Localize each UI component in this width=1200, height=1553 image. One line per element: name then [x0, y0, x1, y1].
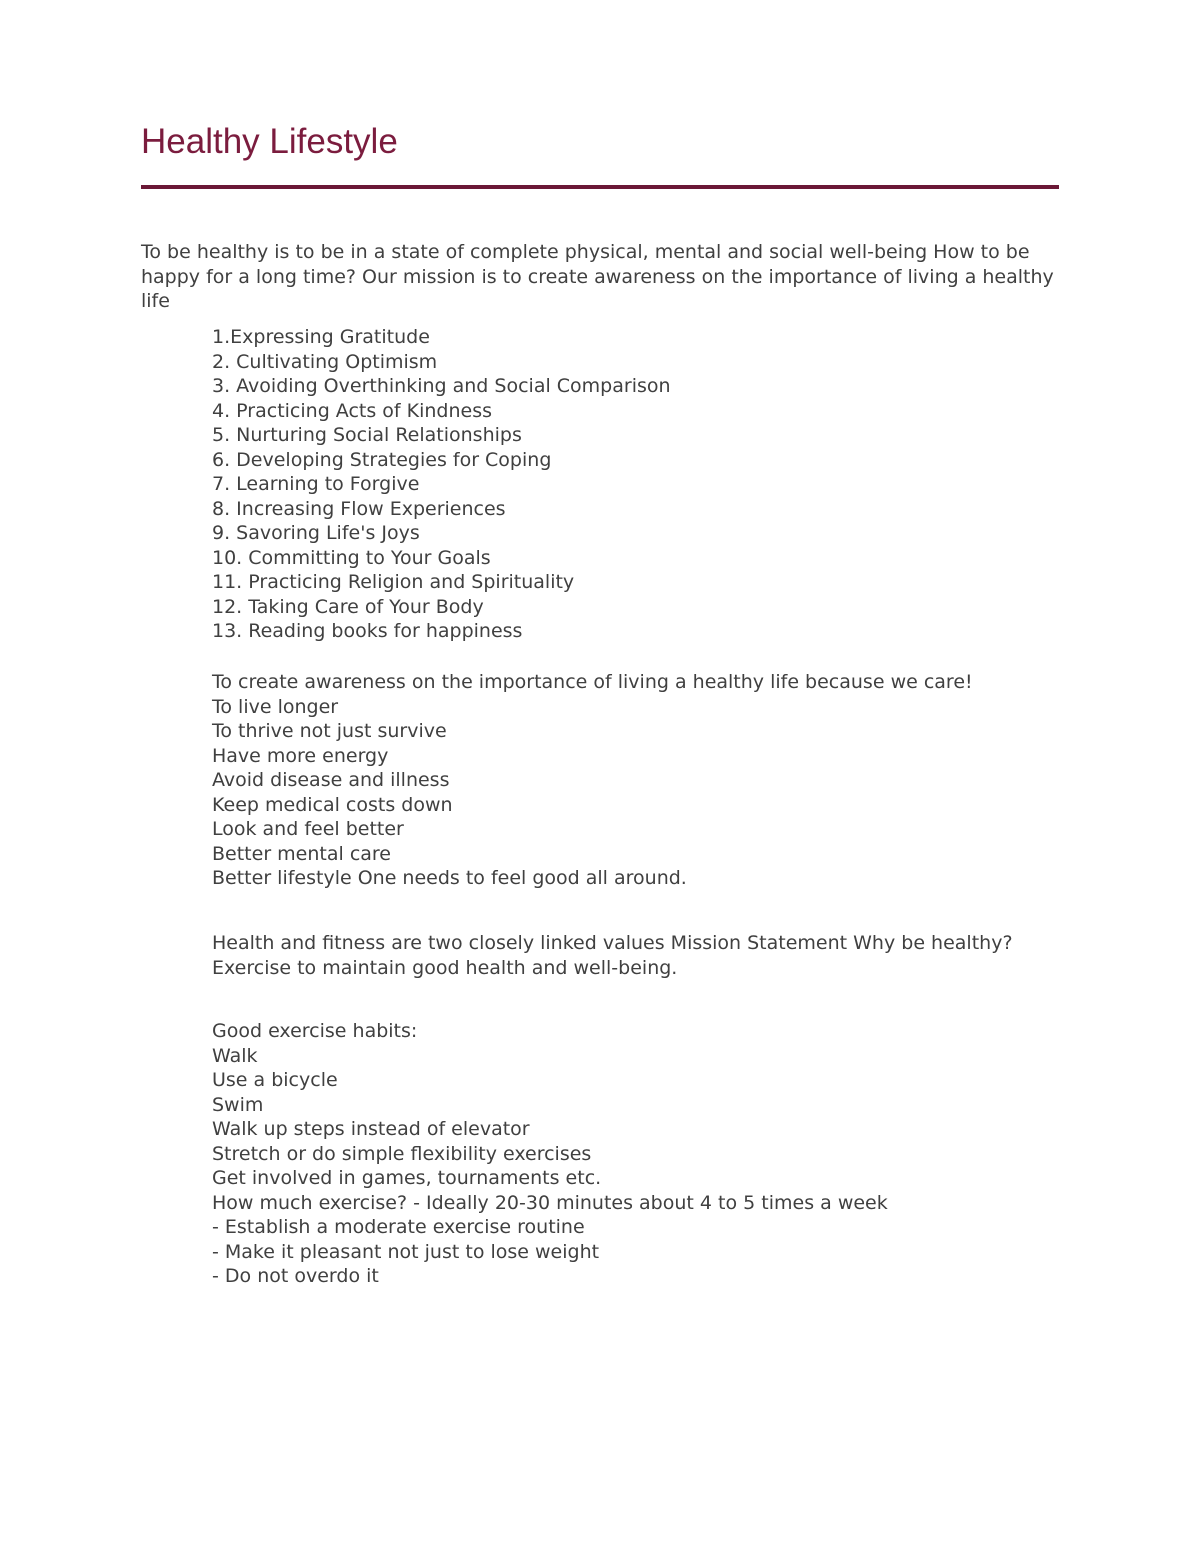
list-item: 3. Avoiding Overthinking and Social Comparison [212, 375, 671, 397]
list-item: 9. Savoring Life's Joys [212, 522, 420, 544]
text-line: Exercise to maintain good health and well-being. [212, 956, 678, 979]
exercise-habits-list [212, 1019, 1059, 1289]
list-item: Walk [212, 1044, 258, 1067]
list-item: Get involved in games, tournaments etc. [212, 1167, 602, 1189]
list-item: 6. Developing Strategies for Coping [212, 448, 552, 471]
reasons-list [212, 670, 1059, 891]
happiness-steps-list [212, 325, 1059, 644]
list-item: - Make it pleasant not just to lose weight [212, 1240, 600, 1263]
list-item: 11. Practicing Religion and Spirituality [212, 571, 575, 593]
list-item: Stretch or do simple flexibility exercises [212, 1142, 592, 1165]
list-item: 13. Reading books for happiness [212, 620, 523, 642]
list-item: - Do not overdo it [212, 1265, 379, 1287]
list-item: To live longer [212, 695, 339, 718]
title-divider [141, 185, 1059, 189]
list-item: Walk up steps instead of elevator [212, 1118, 530, 1140]
list-item: Look and feel better [212, 818, 404, 840]
list-item: Better lifestyle One needs to feel good all around. [212, 867, 687, 889]
text-line: Health and fitness are two closely linked values Mission Statement Why be healthy? [212, 932, 1013, 954]
list-heading: Good exercise habits: [212, 1020, 418, 1042]
list-item: - Establish a moderate exercise routine [212, 1216, 585, 1238]
list-item: 8. Increasing Flow Experiences [212, 497, 506, 520]
document-title: Healthy Lifestyle [141, 122, 398, 161]
list-item: Have more energy [212, 744, 389, 767]
list-item: Avoid disease and illness [212, 769, 450, 791]
list-item: 10. Committing to Your Goals [212, 546, 491, 569]
list-item: 7. Learning to Forgive [212, 473, 420, 495]
list-item: 5. Nurturing Social Relationships [212, 424, 522, 446]
list-item: 4. Practicing Acts of Kindness [212, 399, 493, 422]
intro-paragraph: To be healthy is to be in a state of complete physical, mental and social well-being How to be happy for a long time? Our mission is to create awareness on the importance of living a healthy life [141, 241, 1054, 312]
list-item: Keep medical costs down [212, 793, 453, 816]
list-item: 12. Taking Care of Your Body [212, 595, 484, 618]
fitness-paragraph [212, 931, 1059, 980]
list-item: Use a bicycle [212, 1069, 338, 1091]
list-item: How much exercise? - Ideally 20-30 minutes about 4 to 5 times a week [212, 1191, 888, 1214]
list-item: 2. Cultivating Optimism [212, 350, 438, 373]
list-item: Better mental care [212, 842, 391, 865]
list-item: Swim [212, 1093, 264, 1116]
list-item: 1.Expressing Gratitude [212, 326, 430, 348]
list-item: To thrive not just survive [212, 720, 447, 742]
list-item: To create awareness on the importance of living a healthy life because we care! [212, 671, 973, 693]
